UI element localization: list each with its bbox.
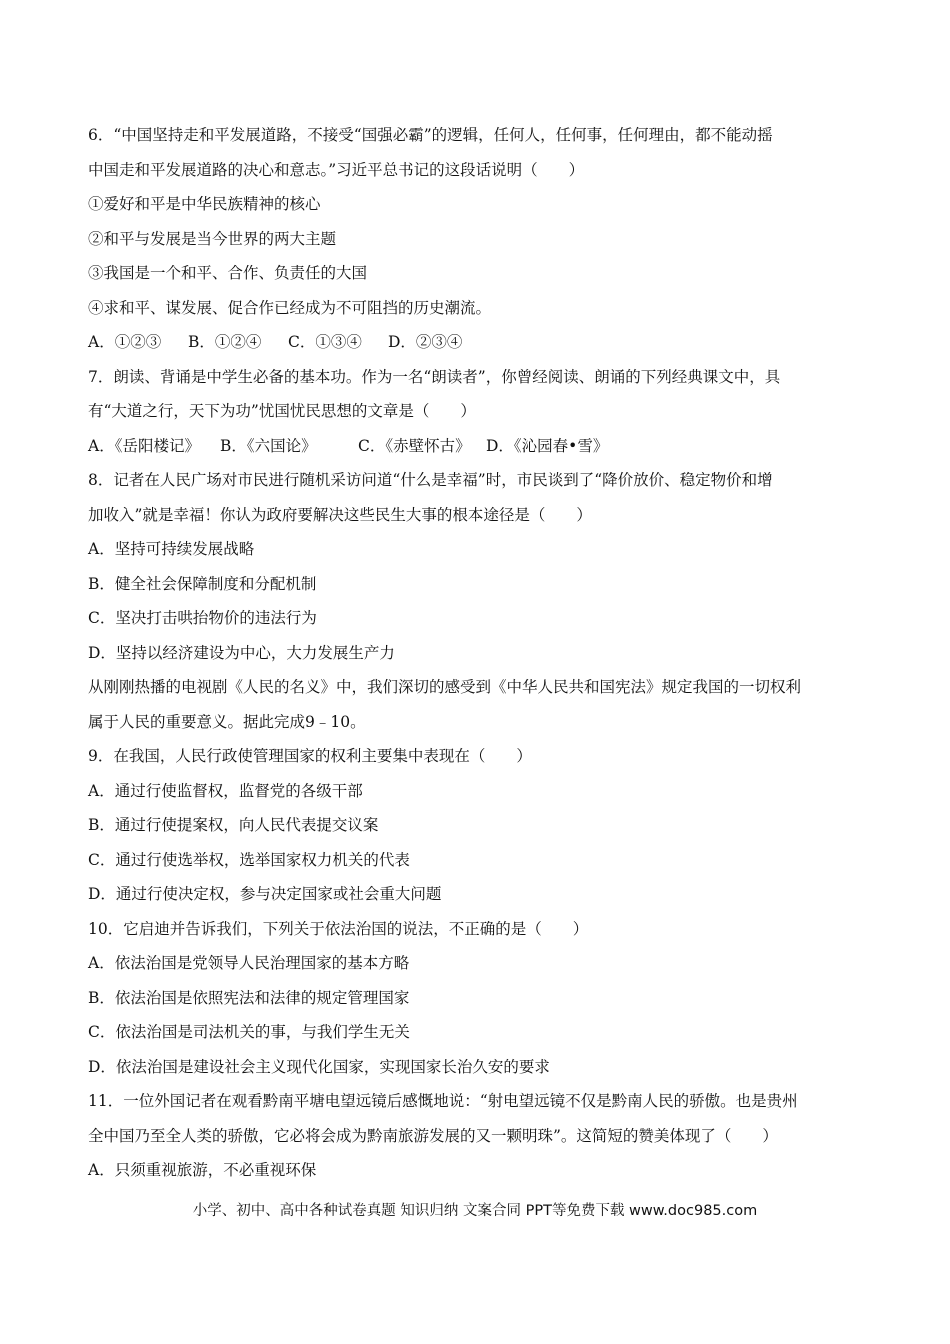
question-stem: 加收入”就是幸福！你认为政府要解决这些民生大事的根本途径是（ ） xyxy=(88,505,592,524)
option-c: C．坚决打击哄抬物价的违法行为 xyxy=(88,609,317,627)
option-c: C．①③④ xyxy=(288,333,362,351)
page-footer: 小学、初中、高中各种试卷真题 知识归纳 文案合同 PPT等免费下载 www.doc985.com xyxy=(192,1203,758,1219)
option-a: A．坚持可持续发展战略 xyxy=(88,540,255,558)
option-a: A．依法治国是党领导人民治理国家的基本方略 xyxy=(88,954,410,972)
question-stem: 11．一位外国记者在观看黔南平塘电望远镜后感慨地说：“射电望远镜不仅是黔南人民的骄傲。也是贵州 xyxy=(88,1092,798,1110)
options-row xyxy=(88,429,868,464)
question-9 xyxy=(88,739,868,912)
option-d: D．坚持以经济建设为中心，大力发展生产力 xyxy=(88,643,395,662)
question-stem: 8．记者在人民广场对市民进行随机采访问道“什么是幸福”时，市民谈到了“降价放价、稳定物价和增 xyxy=(88,471,773,489)
statement: ③我国是一个和平、合作、负责任的大国 xyxy=(88,264,368,282)
reading-material xyxy=(88,670,868,739)
option-a: A．《岳阳楼记》 xyxy=(88,436,200,455)
statement: ④求和平、谋发展、促合作已经成为不可阻挡的历史潮流。 xyxy=(88,298,492,317)
option-d: D．依法治国是建设社会主义现代化国家，实现国家长治久安的要求 xyxy=(88,1057,550,1076)
material-line: 属于人民的重要意义。据此完成9﹣10。 xyxy=(88,712,366,731)
question-stem: 有“大道之行，天下为功”忧国忧民思想的文章是（ ） xyxy=(88,402,476,420)
option-d: D．通过行使决定权，参与决定国家或社会重大问题 xyxy=(88,885,442,903)
question-stem: 9．在我国，人民行政使管理国家的权利主要集中表现在（ ） xyxy=(88,747,532,765)
question-11 xyxy=(88,1084,868,1188)
options-row xyxy=(88,325,868,360)
option-b: B．依法治国是依照宪法和法律的规定管理国家 xyxy=(88,988,410,1007)
option-b: B．健全社会保障制度和分配机制 xyxy=(88,574,317,593)
option-d: D．《沁园春•雪》 xyxy=(486,436,609,455)
question-7 xyxy=(88,360,868,464)
option-b: B．通过行使提案权，向人民代表提交议案 xyxy=(88,816,379,834)
document-content xyxy=(88,118,868,1188)
option-c: C．依法治国是司法机关的事，与我们学生无关 xyxy=(88,1023,410,1041)
option-c: C．通过行使选举权，选举国家权力机关的代表 xyxy=(88,850,410,869)
question-stem: 中国走和平发展道路的决心和意志。”习近平总书记的这段话说明（ ） xyxy=(88,160,585,179)
material-line: 从刚刚热播的电视剧《人民的名义》中，我们深切的感受到《中华人民共和国宪法》规定我国的一切权利 xyxy=(88,678,802,696)
option-d: D．②③④ xyxy=(388,333,463,351)
option-c: C．《赤壁怀古》 xyxy=(358,436,471,455)
option-b: B．《六国论》 xyxy=(220,436,317,455)
question-8 xyxy=(88,463,868,670)
option-b: B．①②④ xyxy=(188,333,262,351)
option-a: A．①②③ xyxy=(88,333,162,351)
question-stem: 6．“中国坚持走和平发展道路，不接受“国强必霸”的逻辑，任何人，任何事，任何理由，都不能动摇 xyxy=(88,126,773,144)
question-stem: 7．朗读、背诵是中学生必备的基本功。作为一名“朗读者”，你曾经阅读、朗诵的下列经典课文中，具 xyxy=(88,367,781,386)
question-stem: 全中国乃至全人类的骄傲，它必将会成为黔南旅游发展的又一颗明珠”。这简短的赞美体现了（ ） xyxy=(88,1126,778,1145)
option-a: A．通过行使监督权，监督党的各级干部 xyxy=(88,781,363,800)
statement: ①爱好和平是中华民族精神的核心 xyxy=(88,195,321,213)
question-6 xyxy=(88,118,868,360)
statement: ②和平与发展是当今世界的两大主题 xyxy=(88,229,337,248)
question-10 xyxy=(88,912,868,1085)
option-a: A．只须重视旅游，不必重视环保 xyxy=(88,1161,317,1179)
question-stem: 10．它启迪并告诉我们，下列关于依法治国的说法，不正确的是（ ） xyxy=(88,919,589,938)
